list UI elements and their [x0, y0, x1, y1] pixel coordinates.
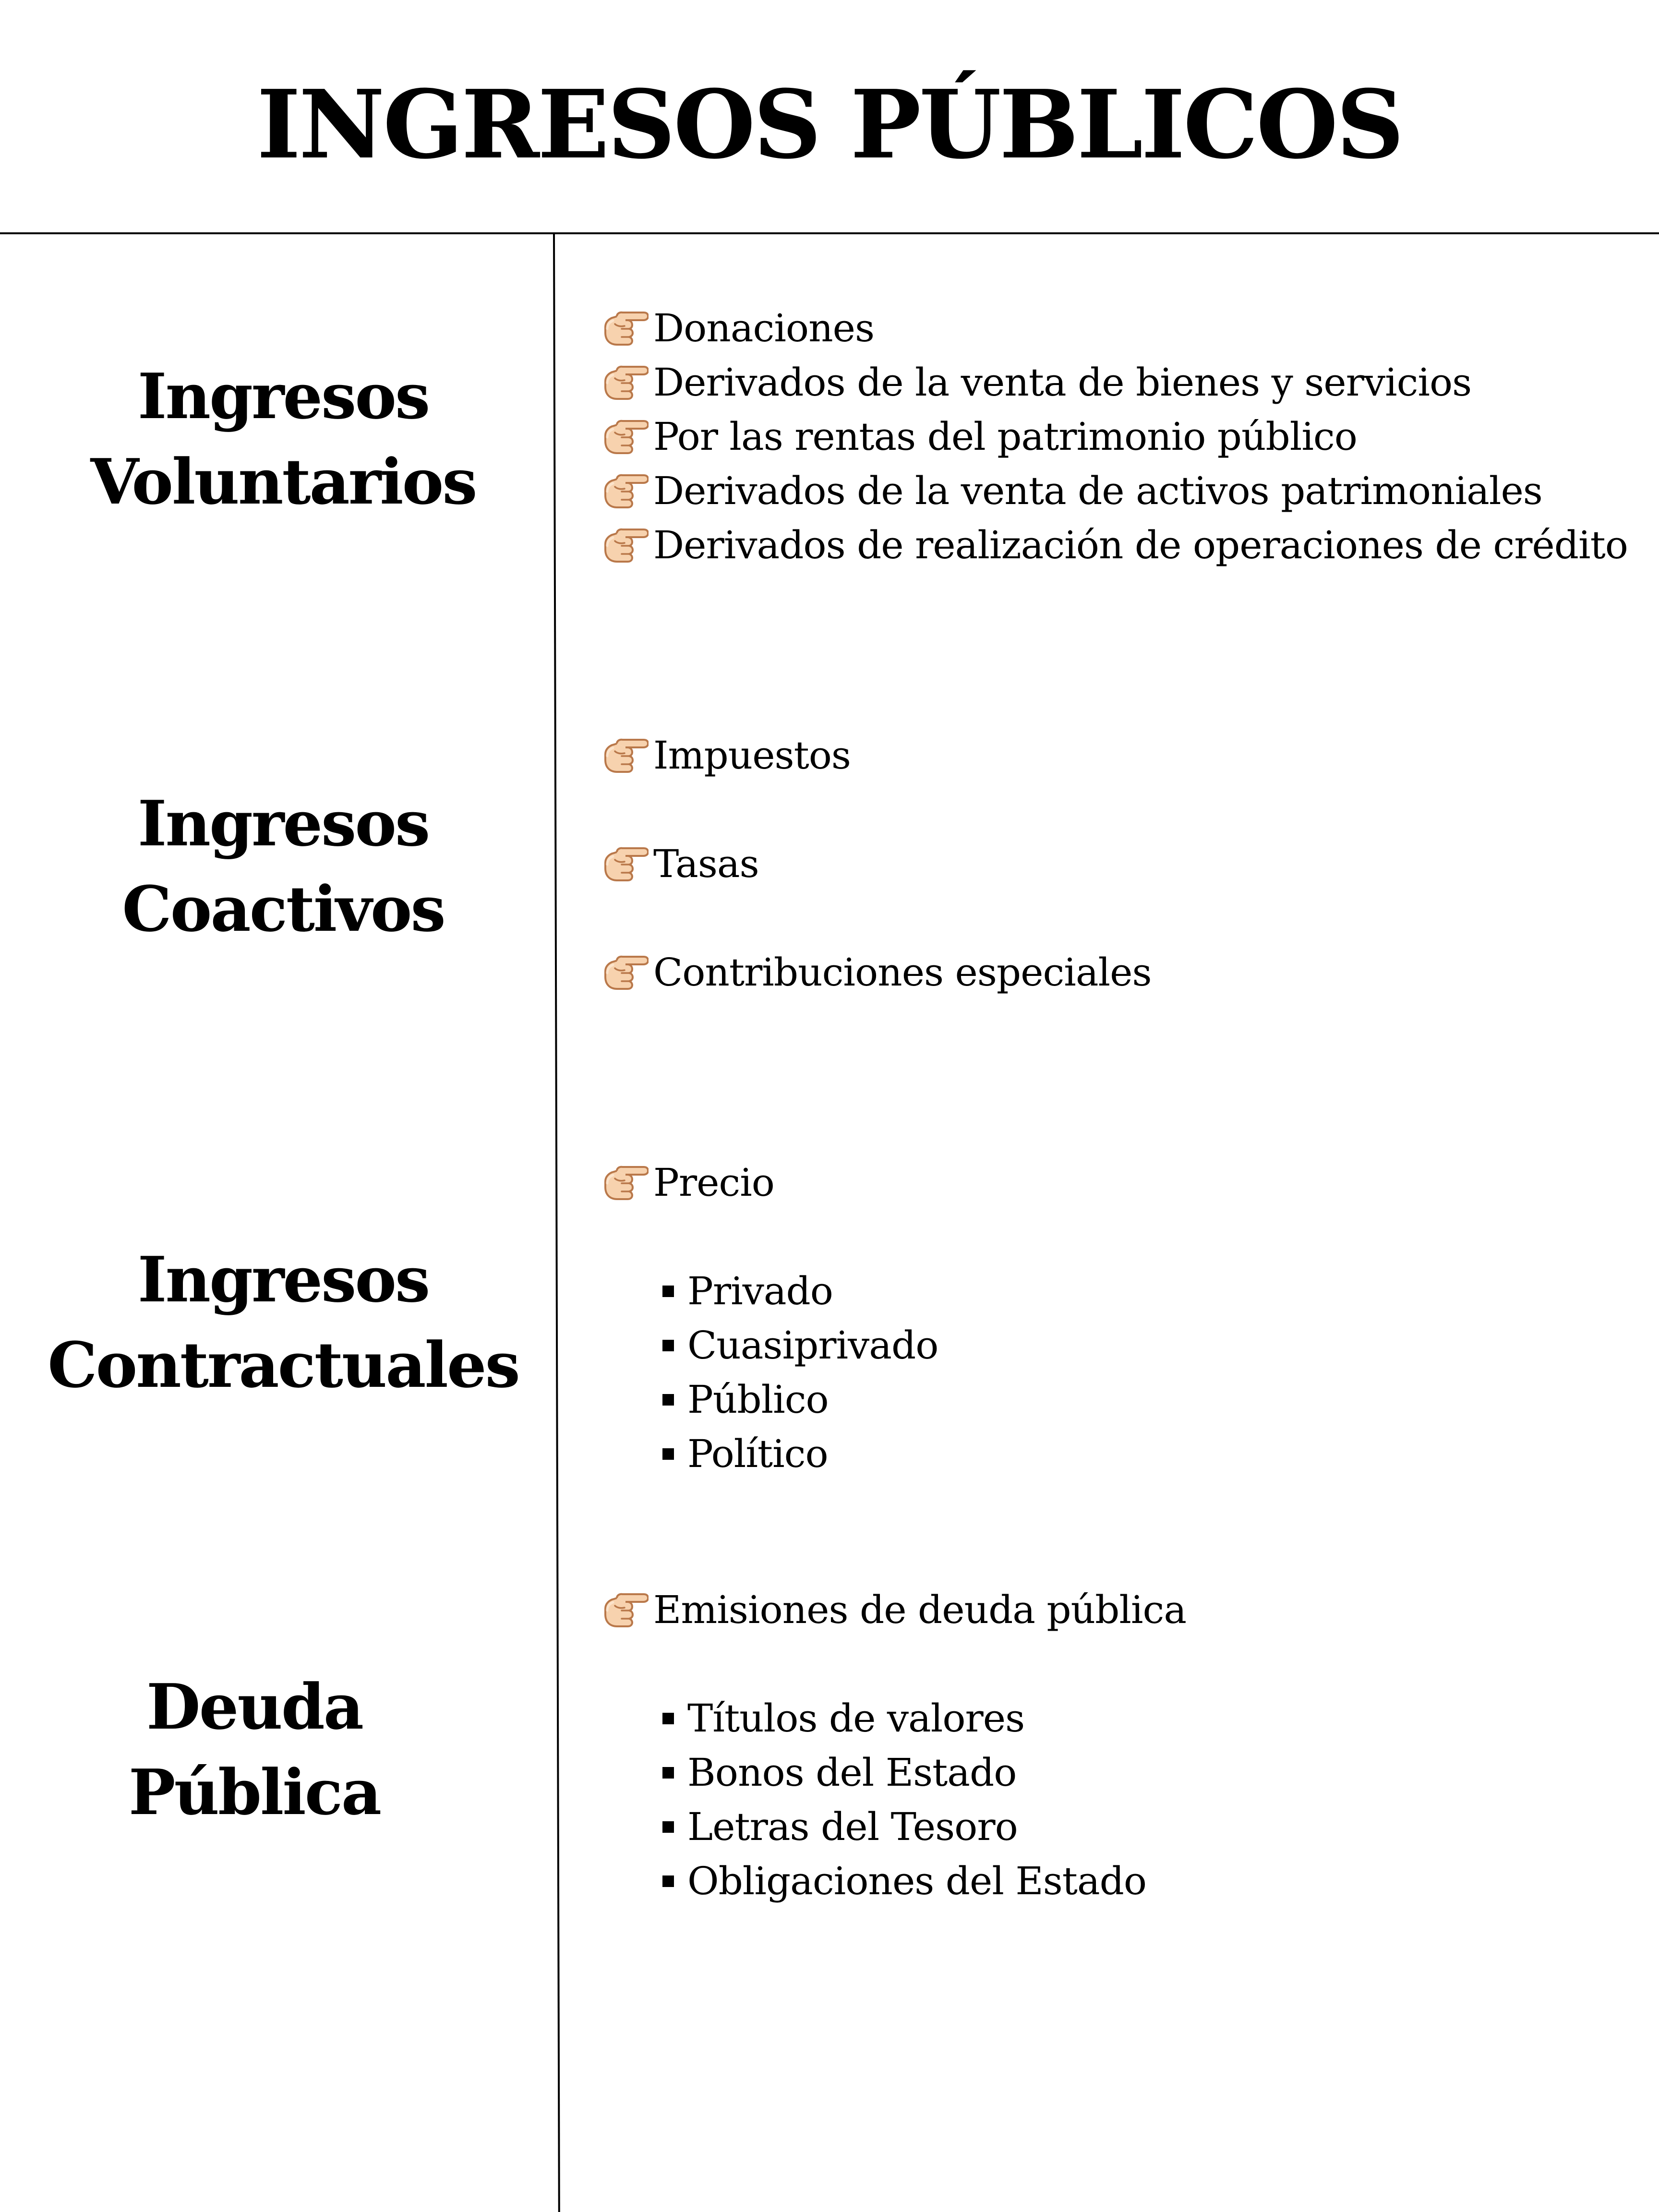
- pointing-hand-icon: [602, 735, 649, 776]
- square-bullet-icon: [662, 1875, 674, 1887]
- sub-list-item-text: Letras del Tesoro: [687, 1804, 1018, 1849]
- pointing-hand-icon: [602, 416, 649, 457]
- sub-list-item-text: Cuasiprivado: [687, 1323, 938, 1368]
- list-item-text: Contribuciones especiales: [653, 950, 1152, 995]
- sub-list-item: [602, 1318, 1649, 1372]
- header-divider: [0, 232, 1659, 234]
- list-item-text: Tasas: [653, 842, 759, 886]
- sub-list-item-text: Bonos del Estado: [687, 1750, 1017, 1795]
- pointing-hand-icon: [602, 308, 649, 349]
- sub-list-item: [602, 1745, 1649, 1800]
- square-bullet-icon: [662, 1340, 674, 1351]
- square-bullet-icon: [662, 1394, 674, 1406]
- pointing-hand-icon: [602, 1589, 649, 1631]
- item-list-contractuales: [602, 1155, 1649, 1481]
- sub-list-item: [602, 1427, 1649, 1481]
- page-title: INGRESOS PÚBLICOS: [256, 70, 1403, 180]
- list-item-text: Por las rentas del patrimonio público: [653, 414, 1357, 459]
- sub-list-item: [602, 1854, 1649, 1908]
- item-list-voluntarios: [602, 301, 1649, 572]
- list-item-text: Donaciones: [653, 306, 874, 350]
- pointing-hand-icon: [602, 362, 649, 403]
- sub-list-item: [602, 1264, 1649, 1318]
- list-item: [602, 1155, 1649, 1210]
- sub-list-item-text: Títulos de valores: [687, 1696, 1025, 1741]
- sub-list-item-text: Obligaciones del Estado: [687, 1859, 1147, 1903]
- item-list-deuda: [602, 1583, 1649, 1908]
- list-item-text: Precio: [653, 1160, 774, 1205]
- list-item: [602, 945, 1649, 999]
- list-item: [602, 409, 1649, 464]
- category-label-line: Coactivos: [122, 872, 445, 946]
- square-bullet-icon: [662, 1821, 674, 1833]
- pointing-hand-icon: [602, 525, 649, 566]
- square-bullet-icon: [662, 1713, 674, 1724]
- list-item-text: Derivados de realización de operaciones de crédito: [653, 523, 1628, 567]
- pointing-hand-icon: [602, 470, 649, 512]
- square-bullet-icon: [662, 1286, 674, 1297]
- list-item: [602, 355, 1649, 409]
- category-label-line: Deuda: [146, 1670, 363, 1743]
- list-item: [602, 518, 1649, 572]
- sub-list-item-text: Privado: [687, 1269, 833, 1313]
- list-item-text: Emisiones de deuda pública: [653, 1587, 1187, 1632]
- category-label-line: Pública: [128, 1755, 381, 1829]
- sub-list-item-text: Político: [687, 1431, 828, 1476]
- category-label-line: Voluntarios: [90, 445, 476, 518]
- list-item: [602, 837, 1649, 891]
- column-divider: [553, 233, 560, 2212]
- sub-list-item: [602, 1800, 1649, 1854]
- category-label-line: Contractuales: [48, 1328, 519, 1402]
- sub-list-item: [602, 1691, 1649, 1745]
- list-item: [602, 1583, 1649, 1637]
- pointing-hand-icon: [602, 843, 649, 885]
- list-item-text: Derivados de la venta de bienes y servicios: [653, 360, 1472, 405]
- category-label-line: Ingresos: [137, 360, 429, 433]
- category-label-voluntarios: [0, 354, 566, 525]
- list-item-text: Derivados de la venta de activos patrimoniales: [653, 469, 1542, 513]
- sub-list-item-text: Público: [687, 1377, 829, 1422]
- square-bullet-icon: [662, 1767, 674, 1779]
- category-label-coactivos: [0, 781, 566, 952]
- category-label-line: Ingresos: [137, 787, 429, 860]
- category-label-line: Ingresos: [137, 1243, 429, 1316]
- item-list-coactivos: [602, 728, 1649, 999]
- pointing-hand-icon: [602, 1162, 649, 1203]
- pointing-hand-icon: [602, 952, 649, 993]
- list-item: [602, 728, 1649, 782]
- square-bullet-icon: [662, 1448, 674, 1460]
- category-label-deuda: [0, 1664, 509, 1835]
- list-item-text: Impuestos: [653, 733, 851, 778]
- sub-list-item: [602, 1372, 1649, 1427]
- list-item: [602, 301, 1649, 355]
- category-label-contractuales: [0, 1237, 566, 1408]
- list-item: [602, 464, 1649, 518]
